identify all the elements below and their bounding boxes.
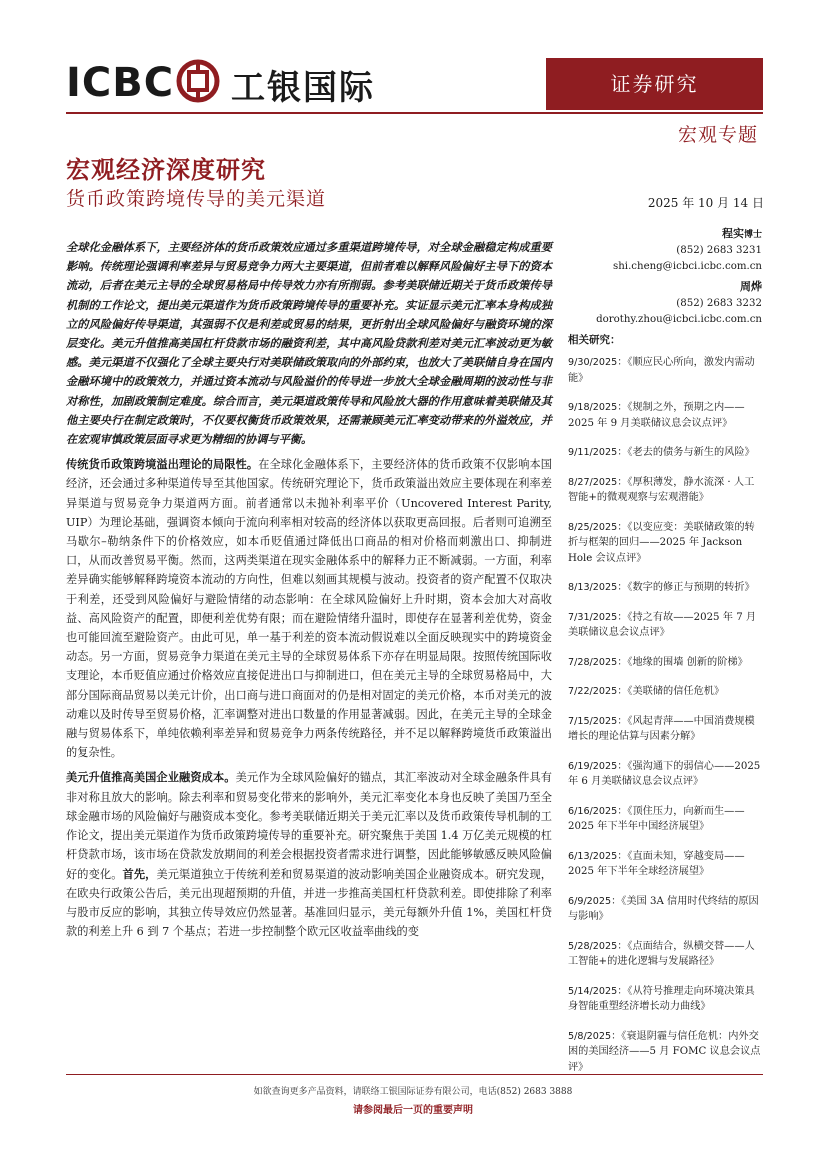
related-date: 5/14/2025 [568, 985, 618, 997]
header-divider [66, 112, 763, 114]
related-item[interactable] [568, 984, 762, 1015]
page-subtitle: 货币政策跨境传导的美元渠道 [66, 188, 327, 210]
related-title: ：《数字的修正与预期的转折》 [617, 582, 755, 593]
related-item[interactable] [568, 610, 762, 641]
related-date: 9/18/2025 [568, 402, 618, 413]
related-date: 6/16/2025 [568, 805, 618, 817]
company-logo [66, 58, 406, 108]
footer-contact-note: 如欲查询更多产品资料，请联络工银国际证券有限公司，电话(852) 2683 3888 [253, 1087, 573, 1097]
section-lead: 传统货币政策跨境溢出理论的局限性。 [66, 457, 259, 472]
related-title: ：《规制之外，预期之内——2025 年 9 月美联储议息会议点评》 [568, 402, 745, 429]
author-card [568, 226, 762, 275]
related-date: 7/15/2025 [568, 715, 618, 727]
related-research-heading: 相关研究： [568, 334, 621, 346]
related-date: 6/13/2025 [568, 850, 618, 862]
related-item[interactable] [568, 400, 762, 431]
author-card [568, 279, 762, 328]
related-date: 7/22/2025 [568, 686, 618, 697]
footer-divider [66, 1074, 763, 1075]
related-date: 7/31/2025 [568, 611, 618, 623]
related-date: 5/28/2025 [568, 940, 618, 952]
logo-chinese-text: 工银国际 [231, 68, 375, 108]
abstract-paragraph: 全球化金融体系下，主要经济体的货币政策效应通过多重渠道跨境传导，对全球金融稳定构成重要影响。传统理论强调利率差异与贸易竞争力两大主要渠道，但前者难以解释风险偏好主导下的资本流动，后者在美元主导的全球贸易格局中传导效力亦有所削弱。参考美联储近期关于货币政策传导机制的工作论文，提出美元渠道作为货币政策跨境传导的重要补充。实证显示美元汇率本身构成独立的风险偏好传导渠道，其强弱不仅是利差或贸易的结果，更折射出全球风险偏好与融资环境的深层变化。美元升值推高美国杠杆贷款市场的融资利差，其中高风险贷款利差对美元汇率波动更为敏感。美元渠道不仅强化了全球主要央行对美联储政策取向的外部约束，也放大了美联储自身在国内金融环境中的政策效力，并通过资本流动与风险溢价的传导进一步放大全球金融周期的波动性与非对称性，加剧政策制定难度。综合而言，美元渠道政策传导和风险放大器的作用意味着美联储及其他主要央行在制定政策时，不仅要权衡货币政策效果，还需兼顾美元汇率变动带来的外溢效应，并在宏观审慎政策层面寻求更为精细的协调与平衡。 [66, 240, 552, 447]
related-item[interactable] [568, 759, 762, 790]
related-title: ：《厚积薄发，静水流深 · 人工智能+的微观观察与宏观潜能》 [568, 476, 755, 503]
author-title: 博士 [743, 230, 762, 240]
author-phone: (852) 2683 3232 [676, 298, 762, 309]
author-name: 周烨 [740, 280, 762, 293]
related-title: ：《老去的债务与新生的风险》 [617, 447, 755, 458]
section-text: 美元作为全球风险偏好的锚点，其汇率波动对全球金融条件具有非对称且放大的影响。除去利率和贸易变化带来的影响外，美元汇率变化本身也反映了美国乃至全球金融市场的风险偏好与融资成本变化。参考美联储近期关于美元汇率以及货币政策传导机制的工作论文，提出美元渠道作为货币政策跨境传导的重要补充。研究聚焦于美国 1.4 万亿美元规模的杠杆贷款市场，该市场在贷款发放期间的利差会根据投资者需求进行调整，因此能够敏感反映风险偏好的变化。 [66, 771, 552, 881]
related-item[interactable] [568, 655, 762, 671]
author-email[interactable]: dorothy.zhou@icbci.icbc.com.cn [596, 314, 762, 325]
author-email[interactable]: shi.cheng@icbci.icbc.com.cn [613, 261, 762, 272]
related-item[interactable] [568, 894, 762, 925]
section-paragraph-1 [66, 455, 552, 762]
related-date: 9/30/2025 [568, 357, 618, 368]
related-research-list [568, 355, 762, 1075]
page-title: 宏观经济深度研究 [66, 155, 266, 184]
related-title: ：《风起青萍——中国消费规模增长的理论估算与因素分解》 [568, 715, 755, 742]
section-paragraph-2 [66, 768, 552, 941]
related-title: ：《点面结合，纵横交替——人工智能+的进化逻辑与发展路径》 [568, 940, 755, 967]
related-title: ：《衰退阴霾与信任危机：内外交困的美国经济——5 月 FOMC 议息会议点评》 [568, 1030, 761, 1073]
related-item[interactable] [568, 475, 762, 506]
report-type-banner: 证券研究 [546, 58, 763, 110]
section-text: 在全球化金融体系下，主要经济体的货币政策不仅影响本国经济，还会通过多种渠道传导至其他国家。传统研究理论下，货币政策溢出效应主要体现在利率差异渠道与贸易竞争力渠道两方面。前者通常以未抛补利率平价（Uncovered Interest Parity, UIP）为理论基础，强调资本倾向于流向利率相对较高的经济体以获取更高回报。后者则可追溯至马歇尔–勒纳条件下的价格效应，如本币贬值通过降低出口商品的相对价格而刺激出口、抑制进口，从而改善贸易平衡。然而，这两类渠道在现实金融体系中的解释力正不断减弱。一方面，利率差异确实能够解释跨境资本流动的方向性，但难以刻画其规模与波动。投资者的资产配置不仅取决于利差，还受到风险偏好与避险情绪的动态影响：在全球风险偏好上升时期，资本会加大对高收益、高风险资产的配置，即便利差优势有限；而在避险情绪升温时，即使存在显著利差优势，资金也可能回流至避险资产。由此可见，单一基于利差的资本流动假说难以全面反映现实中的跨境资金动态。另一方面，贸易竞争力渠道在美元主导的全球贸易体系下亦存在明显局限。按照传统国际收支理论，本币贬值应通过价格效应直接促进出口与抑制进口，但在美元主导的全球贸易格局中，大部分国际商品贸易以美元计价，出口商与进口商面对的仍是相对固定的美元价格，本币对美元的波动难以及时传导至贸易价格，汇率调整对进出口数量的作用显著减弱。因此，在美元主导的全球金融与贸易体系下，单纯依赖利率差异和贸易竞争力两条传统路径，并不足以解释跨境货币政策溢出的复杂性。 [66, 458, 552, 760]
logo-icbc-text: ICBC [66, 60, 175, 106]
related-item[interactable] [568, 520, 762, 567]
sidebar-column [568, 226, 762, 1089]
related-date: 5/8/2025 [568, 1030, 612, 1042]
related-title: ：《以变应变：美联储政策的转折与框架的回归——2025 年 Jackson Hole 会议点评》 [568, 521, 755, 564]
related-date: 8/25/2025 [568, 521, 618, 533]
related-title: ：《地缘的围墙 创新的阶梯》 [617, 656, 748, 668]
related-date: 6/9/2025 [568, 895, 612, 907]
related-item[interactable] [568, 445, 762, 461]
related-title: ：《从符号推理走向环境决策具身智能重塑经济增长动力曲线》 [568, 985, 755, 1012]
related-title: ：《直面未知，穿越变局——2025 年下半年全球经济展望》 [568, 850, 745, 877]
report-series-label: 宏观专题 [677, 124, 758, 146]
related-title: ：《顺应民心所向，激发内需动能》 [568, 357, 755, 384]
related-date: 8/27/2025 [568, 476, 618, 488]
related-item[interactable] [568, 1029, 762, 1076]
section-text-2: 美元渠道独立于传统利差和贸易渠道的波动影响美国企业融资成本。研究发现，在欧央行政策公告后，美元出现超预期的升值，并进一步推高美国杠杆贷款利差。即使排除了利率与股市反应的影响，其独立传导效应仍然显著。基准回归显示，美元每额外升值 1%，美国杠杆贷款的利差上升 6 到 7 个基点；若进一步控制整个欧元区收益率曲线的变 [66, 867, 552, 939]
icbc-seal-icon [176, 59, 220, 103]
related-title: ：《顶住压力，向新而生——2025 年下半年中国经济展望》 [568, 805, 745, 832]
related-item[interactable] [568, 580, 762, 596]
related-item[interactable] [568, 804, 762, 835]
section-lead: 美元升值推高美国企业融资成本。 [66, 770, 236, 785]
related-date: 6/19/2025 [568, 760, 618, 772]
related-item[interactable] [568, 714, 762, 745]
related-date: 7/28/2025 [568, 656, 618, 668]
related-item[interactable] [568, 849, 762, 880]
related-item[interactable] [568, 939, 762, 970]
related-date: 8/13/2025 [568, 582, 618, 593]
related-title: ：《持之有故——2025 年 7 月美联储议息会议点评》 [568, 611, 757, 638]
footer-disclaimer-link[interactable]: 请参阅最后一页的重要声明 [353, 1105, 473, 1116]
author-phone: (852) 2683 3231 [676, 245, 762, 256]
main-text-column [66, 238, 552, 947]
report-date: 2025 年 10 月 14 日 [647, 196, 764, 210]
related-item[interactable] [568, 684, 762, 700]
author-name: 程实 [721, 227, 744, 240]
related-title: ：《强沟通下的弱信心——2025 年 6 月美联储议息会议点评》 [568, 760, 761, 787]
related-date: 9/11/2025 [568, 447, 618, 458]
related-title: ：《美联储的信任危机》 [617, 686, 725, 697]
section-lead-2: 首先， [122, 866, 157, 881]
related-title: ：《美国 3A 信用时代终结的原因与影响》 [568, 895, 759, 922]
related-item[interactable] [568, 355, 762, 386]
